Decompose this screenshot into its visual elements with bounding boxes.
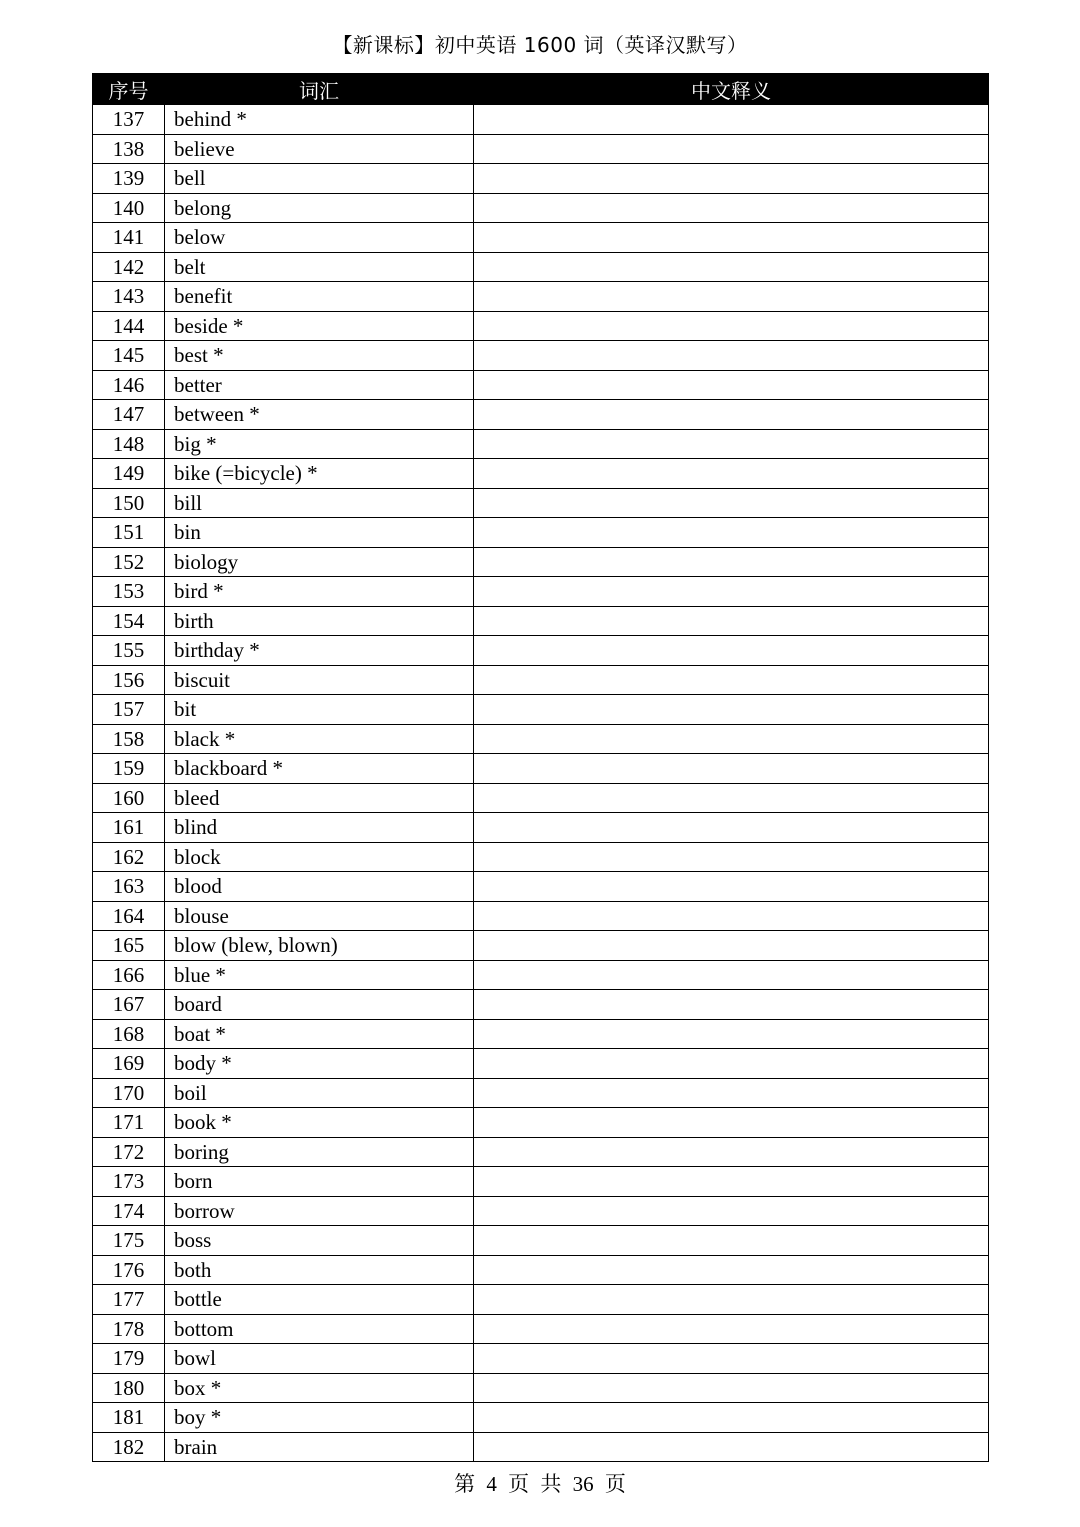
meaning-answer-cell[interactable] [474, 1285, 989, 1315]
vocab-word: bleed [165, 783, 474, 813]
vocab-word: bottom [165, 1314, 474, 1344]
vocab-word: best * [165, 341, 474, 371]
row-number: 162 [93, 842, 165, 872]
row-number: 181 [93, 1403, 165, 1433]
meaning-answer-cell[interactable] [474, 1403, 989, 1433]
vocab-word: both [165, 1255, 474, 1285]
table-row [93, 783, 989, 813]
vocab-word: bowl [165, 1344, 474, 1374]
table-body [93, 105, 989, 1462]
table-row [93, 134, 989, 164]
vocab-word: blouse [165, 901, 474, 931]
row-number: 173 [93, 1167, 165, 1197]
meaning-answer-cell[interactable] [474, 193, 989, 223]
vocab-word: belong [165, 193, 474, 223]
meaning-answer-cell[interactable] [474, 1432, 989, 1462]
table-row [93, 1226, 989, 1256]
meaning-answer-cell[interactable] [474, 724, 989, 754]
meaning-answer-cell[interactable] [474, 311, 989, 341]
meaning-answer-cell[interactable] [474, 547, 989, 577]
vocab-word: blood [165, 872, 474, 902]
vocab-word: blow (blew, blown) [165, 931, 474, 961]
row-number: 170 [93, 1078, 165, 1108]
table-row [93, 1137, 989, 1167]
vocab-word: below [165, 223, 474, 253]
row-number: 177 [93, 1285, 165, 1315]
table-row [93, 1255, 989, 1285]
table-row [93, 813, 989, 843]
vocab-word: boring [165, 1137, 474, 1167]
meaning-answer-cell[interactable] [474, 872, 989, 902]
meaning-answer-cell[interactable] [474, 518, 989, 548]
meaning-answer-cell[interactable] [474, 990, 989, 1020]
row-number: 154 [93, 606, 165, 636]
meaning-answer-cell[interactable] [474, 1314, 989, 1344]
row-number: 152 [93, 547, 165, 577]
meaning-answer-cell[interactable] [474, 783, 989, 813]
table-row [93, 931, 989, 961]
row-number: 151 [93, 518, 165, 548]
meaning-answer-cell[interactable] [474, 134, 989, 164]
row-number: 178 [93, 1314, 165, 1344]
meaning-answer-cell[interactable] [474, 1137, 989, 1167]
table-row [93, 606, 989, 636]
meaning-answer-cell[interactable] [474, 341, 989, 371]
table-header-row [93, 74, 989, 105]
row-number: 159 [93, 754, 165, 784]
vocab-word: boil [165, 1078, 474, 1108]
vocab-word: brain [165, 1432, 474, 1462]
table-row [93, 370, 989, 400]
row-number: 142 [93, 252, 165, 282]
vocab-word: book * [165, 1108, 474, 1138]
table-row [93, 665, 989, 695]
meaning-answer-cell[interactable] [474, 606, 989, 636]
page-footer: 第 4 页 共 36 页 [454, 1472, 626, 1496]
row-number: 172 [93, 1137, 165, 1167]
vocab-word: box * [165, 1373, 474, 1403]
table-row [93, 193, 989, 223]
row-number: 139 [93, 164, 165, 194]
vocab-word: better [165, 370, 474, 400]
meaning-answer-cell[interactable] [474, 960, 989, 990]
table-row [93, 488, 989, 518]
vocab-word: bike (=bicycle) * [165, 459, 474, 489]
table-row [93, 1403, 989, 1433]
table-row [93, 164, 989, 194]
vocab-word: biology [165, 547, 474, 577]
row-number: 145 [93, 341, 165, 371]
row-number: 163 [93, 872, 165, 902]
table-row [93, 223, 989, 253]
table-row [93, 252, 989, 282]
row-number: 175 [93, 1226, 165, 1256]
vocab-word: behind * [165, 105, 474, 135]
table-row [93, 577, 989, 607]
vocab-word: benefit [165, 282, 474, 312]
table-row [93, 990, 989, 1020]
table-row [93, 842, 989, 872]
row-number: 153 [93, 577, 165, 607]
table-row [93, 1196, 989, 1226]
vocab-word: birth [165, 606, 474, 636]
row-number: 174 [93, 1196, 165, 1226]
table-row [93, 518, 989, 548]
row-number: 144 [93, 311, 165, 341]
meaning-answer-cell[interactable] [474, 1108, 989, 1138]
vocabulary-table [92, 73, 989, 1462]
meaning-answer-cell[interactable] [474, 105, 989, 135]
meaning-answer-cell[interactable] [474, 842, 989, 872]
row-number: 150 [93, 488, 165, 518]
row-number: 148 [93, 429, 165, 459]
row-number: 168 [93, 1019, 165, 1049]
row-number: 180 [93, 1373, 165, 1403]
table-row [93, 1019, 989, 1049]
row-number: 166 [93, 960, 165, 990]
meaning-answer-cell[interactable] [474, 1255, 989, 1285]
meaning-answer-cell[interactable] [474, 1167, 989, 1197]
row-number: 167 [93, 990, 165, 1020]
table-row [93, 1078, 989, 1108]
row-number: 147 [93, 400, 165, 430]
row-number: 143 [93, 282, 165, 312]
meaning-answer-cell[interactable] [474, 1049, 989, 1079]
meaning-answer-cell[interactable] [474, 1078, 989, 1108]
table-row [93, 311, 989, 341]
vocab-word: birthday * [165, 636, 474, 666]
meaning-answer-cell[interactable] [474, 1019, 989, 1049]
table-row [93, 282, 989, 312]
vocab-word: board [165, 990, 474, 1020]
table-row [93, 695, 989, 725]
meaning-answer-cell[interactable] [474, 282, 989, 312]
table-row [93, 1049, 989, 1079]
meaning-answer-cell[interactable] [474, 754, 989, 784]
table-row [93, 1432, 989, 1462]
meaning-answer-cell[interactable] [474, 1226, 989, 1256]
row-number: 137 [93, 105, 165, 135]
table-row [93, 547, 989, 577]
vocab-word: born [165, 1167, 474, 1197]
page-title: 【新课标】初中英语 1600 词（英译汉默写） [332, 33, 748, 57]
row-number: 161 [93, 813, 165, 843]
column-header-number: 序号 [93, 74, 165, 105]
table-row [93, 1108, 989, 1138]
vocab-word: blue * [165, 960, 474, 990]
column-header-meaning: 中文释义 [474, 74, 989, 105]
table-row [93, 901, 989, 931]
row-number: 146 [93, 370, 165, 400]
vocab-word: blind [165, 813, 474, 843]
column-header-word: 词汇 [165, 74, 474, 105]
meaning-answer-cell[interactable] [474, 665, 989, 695]
meaning-answer-cell[interactable] [474, 695, 989, 725]
table-row [93, 1314, 989, 1344]
row-number: 138 [93, 134, 165, 164]
vocab-word: blackboard * [165, 754, 474, 784]
meaning-answer-cell[interactable] [474, 636, 989, 666]
table-row [93, 872, 989, 902]
row-number: 164 [93, 901, 165, 931]
row-number: 176 [93, 1255, 165, 1285]
meaning-answer-cell[interactable] [474, 577, 989, 607]
vocab-word: bird * [165, 577, 474, 607]
table-row [93, 1373, 989, 1403]
row-number: 169 [93, 1049, 165, 1079]
meaning-answer-cell[interactable] [474, 901, 989, 931]
vocab-word: between * [165, 400, 474, 430]
vocab-word: bill [165, 488, 474, 518]
vocab-word: borrow [165, 1196, 474, 1226]
meaning-answer-cell[interactable] [474, 252, 989, 282]
row-number: 149 [93, 459, 165, 489]
table-row [93, 341, 989, 371]
vocab-word: bell [165, 164, 474, 194]
table-row [93, 960, 989, 990]
row-number: 171 [93, 1108, 165, 1138]
row-number: 179 [93, 1344, 165, 1374]
row-number: 140 [93, 193, 165, 223]
row-number: 182 [93, 1432, 165, 1462]
row-number: 155 [93, 636, 165, 666]
vocab-word: boss [165, 1226, 474, 1256]
row-number: 156 [93, 665, 165, 695]
table-row [93, 1167, 989, 1197]
row-number: 141 [93, 223, 165, 253]
table-row [93, 105, 989, 135]
vocab-word: bit [165, 695, 474, 725]
table-row [93, 754, 989, 784]
vocab-word: body * [165, 1049, 474, 1079]
row-number: 157 [93, 695, 165, 725]
table-row [93, 1344, 989, 1374]
vocab-word: biscuit [165, 665, 474, 695]
meaning-answer-cell[interactable] [474, 164, 989, 194]
table-row [93, 459, 989, 489]
meaning-answer-cell[interactable] [474, 931, 989, 961]
vocab-word: block [165, 842, 474, 872]
vocab-word: believe [165, 134, 474, 164]
vocab-word: black * [165, 724, 474, 754]
meaning-answer-cell[interactable] [474, 488, 989, 518]
meaning-answer-cell[interactable] [474, 1373, 989, 1403]
row-number: 160 [93, 783, 165, 813]
vocab-word: belt [165, 252, 474, 282]
meaning-answer-cell[interactable] [474, 400, 989, 430]
vocab-word: boat * [165, 1019, 474, 1049]
vocab-word: boy * [165, 1403, 474, 1433]
meaning-answer-cell[interactable] [474, 223, 989, 253]
vocab-word: big * [165, 429, 474, 459]
vocab-word: beside * [165, 311, 474, 341]
row-number: 158 [93, 724, 165, 754]
table-row [93, 1285, 989, 1315]
meaning-answer-cell[interactable] [474, 1196, 989, 1226]
table-row [93, 400, 989, 430]
table-row [93, 724, 989, 754]
table-row [93, 429, 989, 459]
meaning-answer-cell[interactable] [474, 429, 989, 459]
meaning-answer-cell[interactable] [474, 459, 989, 489]
vocab-word: bin [165, 518, 474, 548]
meaning-answer-cell[interactable] [474, 370, 989, 400]
table-row [93, 636, 989, 666]
row-number: 165 [93, 931, 165, 961]
vocab-word: bottle [165, 1285, 474, 1315]
meaning-answer-cell[interactable] [474, 1344, 989, 1374]
meaning-answer-cell[interactable] [474, 813, 989, 843]
